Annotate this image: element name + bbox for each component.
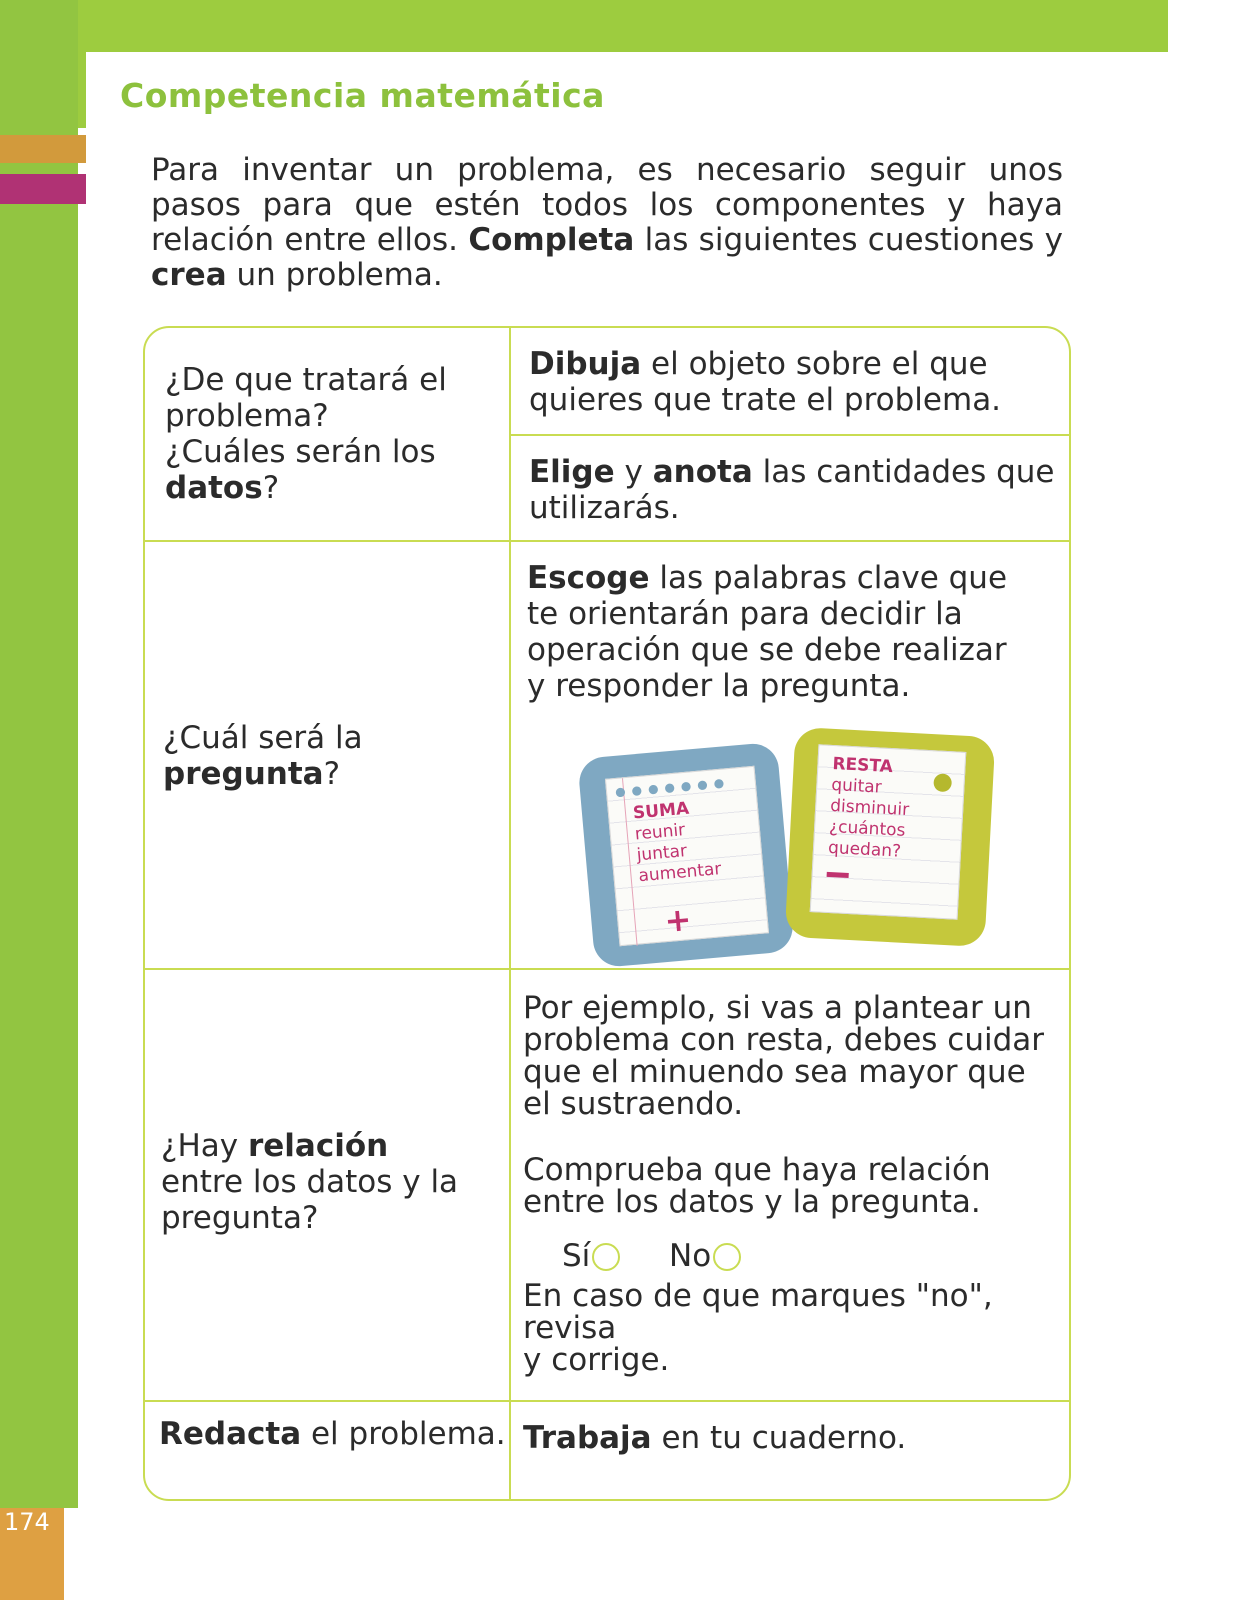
question-pregunta-line1: ¿Cuál será la — [163, 720, 363, 756]
bold-redacta: Redacta — [159, 1416, 302, 1452]
pin-icon — [933, 773, 952, 792]
question-data-line3: ¿Cuáles serán los — [165, 434, 436, 470]
step-choose-quantities — [529, 454, 1057, 526]
note-text — [523, 1280, 1043, 1376]
question-relation-line2: entre los datos y la — [161, 1164, 459, 1200]
bold-dibuja: Dibuja — [529, 346, 642, 382]
intro-text-3: un problema. — [226, 257, 443, 293]
bold-elige: Elige — [529, 454, 615, 490]
resta-word: ¿cuántos — [828, 816, 906, 841]
question-data — [165, 362, 495, 506]
question-mark: ? — [323, 756, 341, 792]
bold-anota: anota — [652, 454, 753, 490]
row1-inner-divider — [511, 434, 1069, 436]
step-keywords — [527, 560, 1027, 704]
resta-keyword-list — [828, 754, 912, 863]
check-text: Comprueba que haya relación entre los datos y la pregunta. — [523, 1152, 991, 1220]
note-line3: y corrige. — [523, 1342, 670, 1378]
step-draw — [529, 346, 1029, 418]
binder-holes-icon: ●●●●●●● — [614, 774, 731, 799]
intro-paragraph — [151, 153, 1063, 293]
suma-card — [605, 766, 769, 946]
question-data-line2: problema? — [165, 398, 329, 434]
question-relation — [161, 1128, 501, 1236]
row3-divider — [145, 1400, 1069, 1402]
orange-stripe — [0, 135, 86, 163]
resta-card — [810, 744, 967, 920]
step-choose-text-2: las cantidades que utilizarás. — [529, 454, 1055, 526]
page-number: 174 — [4, 1508, 50, 1536]
question-pregunta-line2 — [163, 756, 493, 792]
minus-icon — [827, 872, 849, 878]
note-line2: revisa — [523, 1310, 617, 1346]
example-text: Por ejemplo, si vas a plantear un problema con resta, debes cuidar que el minuendo sea mayor que el sustraendo. — [523, 990, 1045, 1122]
table-column-divider — [509, 328, 511, 1499]
section-title: Competencia matemática — [120, 76, 605, 115]
suma-word: reunir — [634, 820, 686, 845]
radio-circle-icon[interactable] — [592, 1243, 620, 1271]
question-data-line4 — [165, 470, 495, 506]
resta-title: RESTA — [831, 754, 894, 778]
suma-word: juntar — [635, 841, 688, 866]
suma-keyword-list — [632, 796, 722, 887]
radio-circle-icon[interactable] — [713, 1243, 741, 1271]
row1-divider — [145, 540, 1069, 542]
resta-word: disminuir — [829, 795, 910, 821]
question-pregunta — [163, 720, 493, 792]
step-choose-text-1: y — [614, 454, 653, 490]
step-draw-text: el objeto sobre el que quieres que trate el problema. — [529, 346, 1002, 418]
final-left-text: el problema. — [301, 1416, 506, 1452]
bold-escoge: Escoge — [527, 560, 650, 596]
intro-bold-completa: Completa — [468, 222, 635, 258]
question-relation-line3: pregunta? — [161, 1200, 319, 1236]
question-mark: ? — [262, 470, 280, 506]
intro-bold-crea: crea — [151, 257, 227, 293]
resta-word: quedan? — [827, 837, 902, 862]
bold-pregunta: pregunta — [163, 756, 324, 792]
option-yes[interactable] — [562, 1238, 620, 1274]
final-left — [159, 1416, 509, 1452]
left-green-band — [0, 0, 78, 1508]
question-data-line1: ¿De que tratará el — [165, 362, 447, 398]
note-line1: En caso de que marques "no", — [523, 1278, 993, 1314]
suma-title: SUMA — [632, 798, 690, 824]
plus-icon: + — [662, 899, 693, 941]
option-no[interactable] — [669, 1238, 741, 1274]
bold-trabaja: Trabaja — [523, 1420, 652, 1456]
bold-datos: datos — [165, 470, 263, 506]
resta-word: quitar — [830, 774, 883, 798]
page-right-margin — [1168, 0, 1236, 1600]
intro-text-1: Para inventar un problema, es necesario seguir unos pasos para que estén todos los componentes y haya relación entre ellos. — [151, 152, 1063, 258]
magenta-stripe — [0, 174, 86, 204]
option-no-label: No — [669, 1238, 712, 1274]
question-relation-text: ¿Hay — [161, 1128, 248, 1164]
final-right-text: en tu cuaderno. — [651, 1420, 907, 1456]
bold-relacion: relación — [247, 1128, 389, 1164]
intro-text-2: las siguientes cuestiones y — [634, 222, 1064, 258]
final-right — [523, 1420, 1023, 1456]
suma-word: aumentar — [637, 859, 723, 887]
option-yes-label: Sí — [562, 1238, 591, 1274]
keyword-cards-illustration — [586, 732, 1006, 972]
step-keywords-text: las palabras clave que te orientarán para decidir la operación que se debe realizar y responder la pregunta. — [527, 560, 1008, 704]
question-relation-line1 — [161, 1128, 501, 1164]
